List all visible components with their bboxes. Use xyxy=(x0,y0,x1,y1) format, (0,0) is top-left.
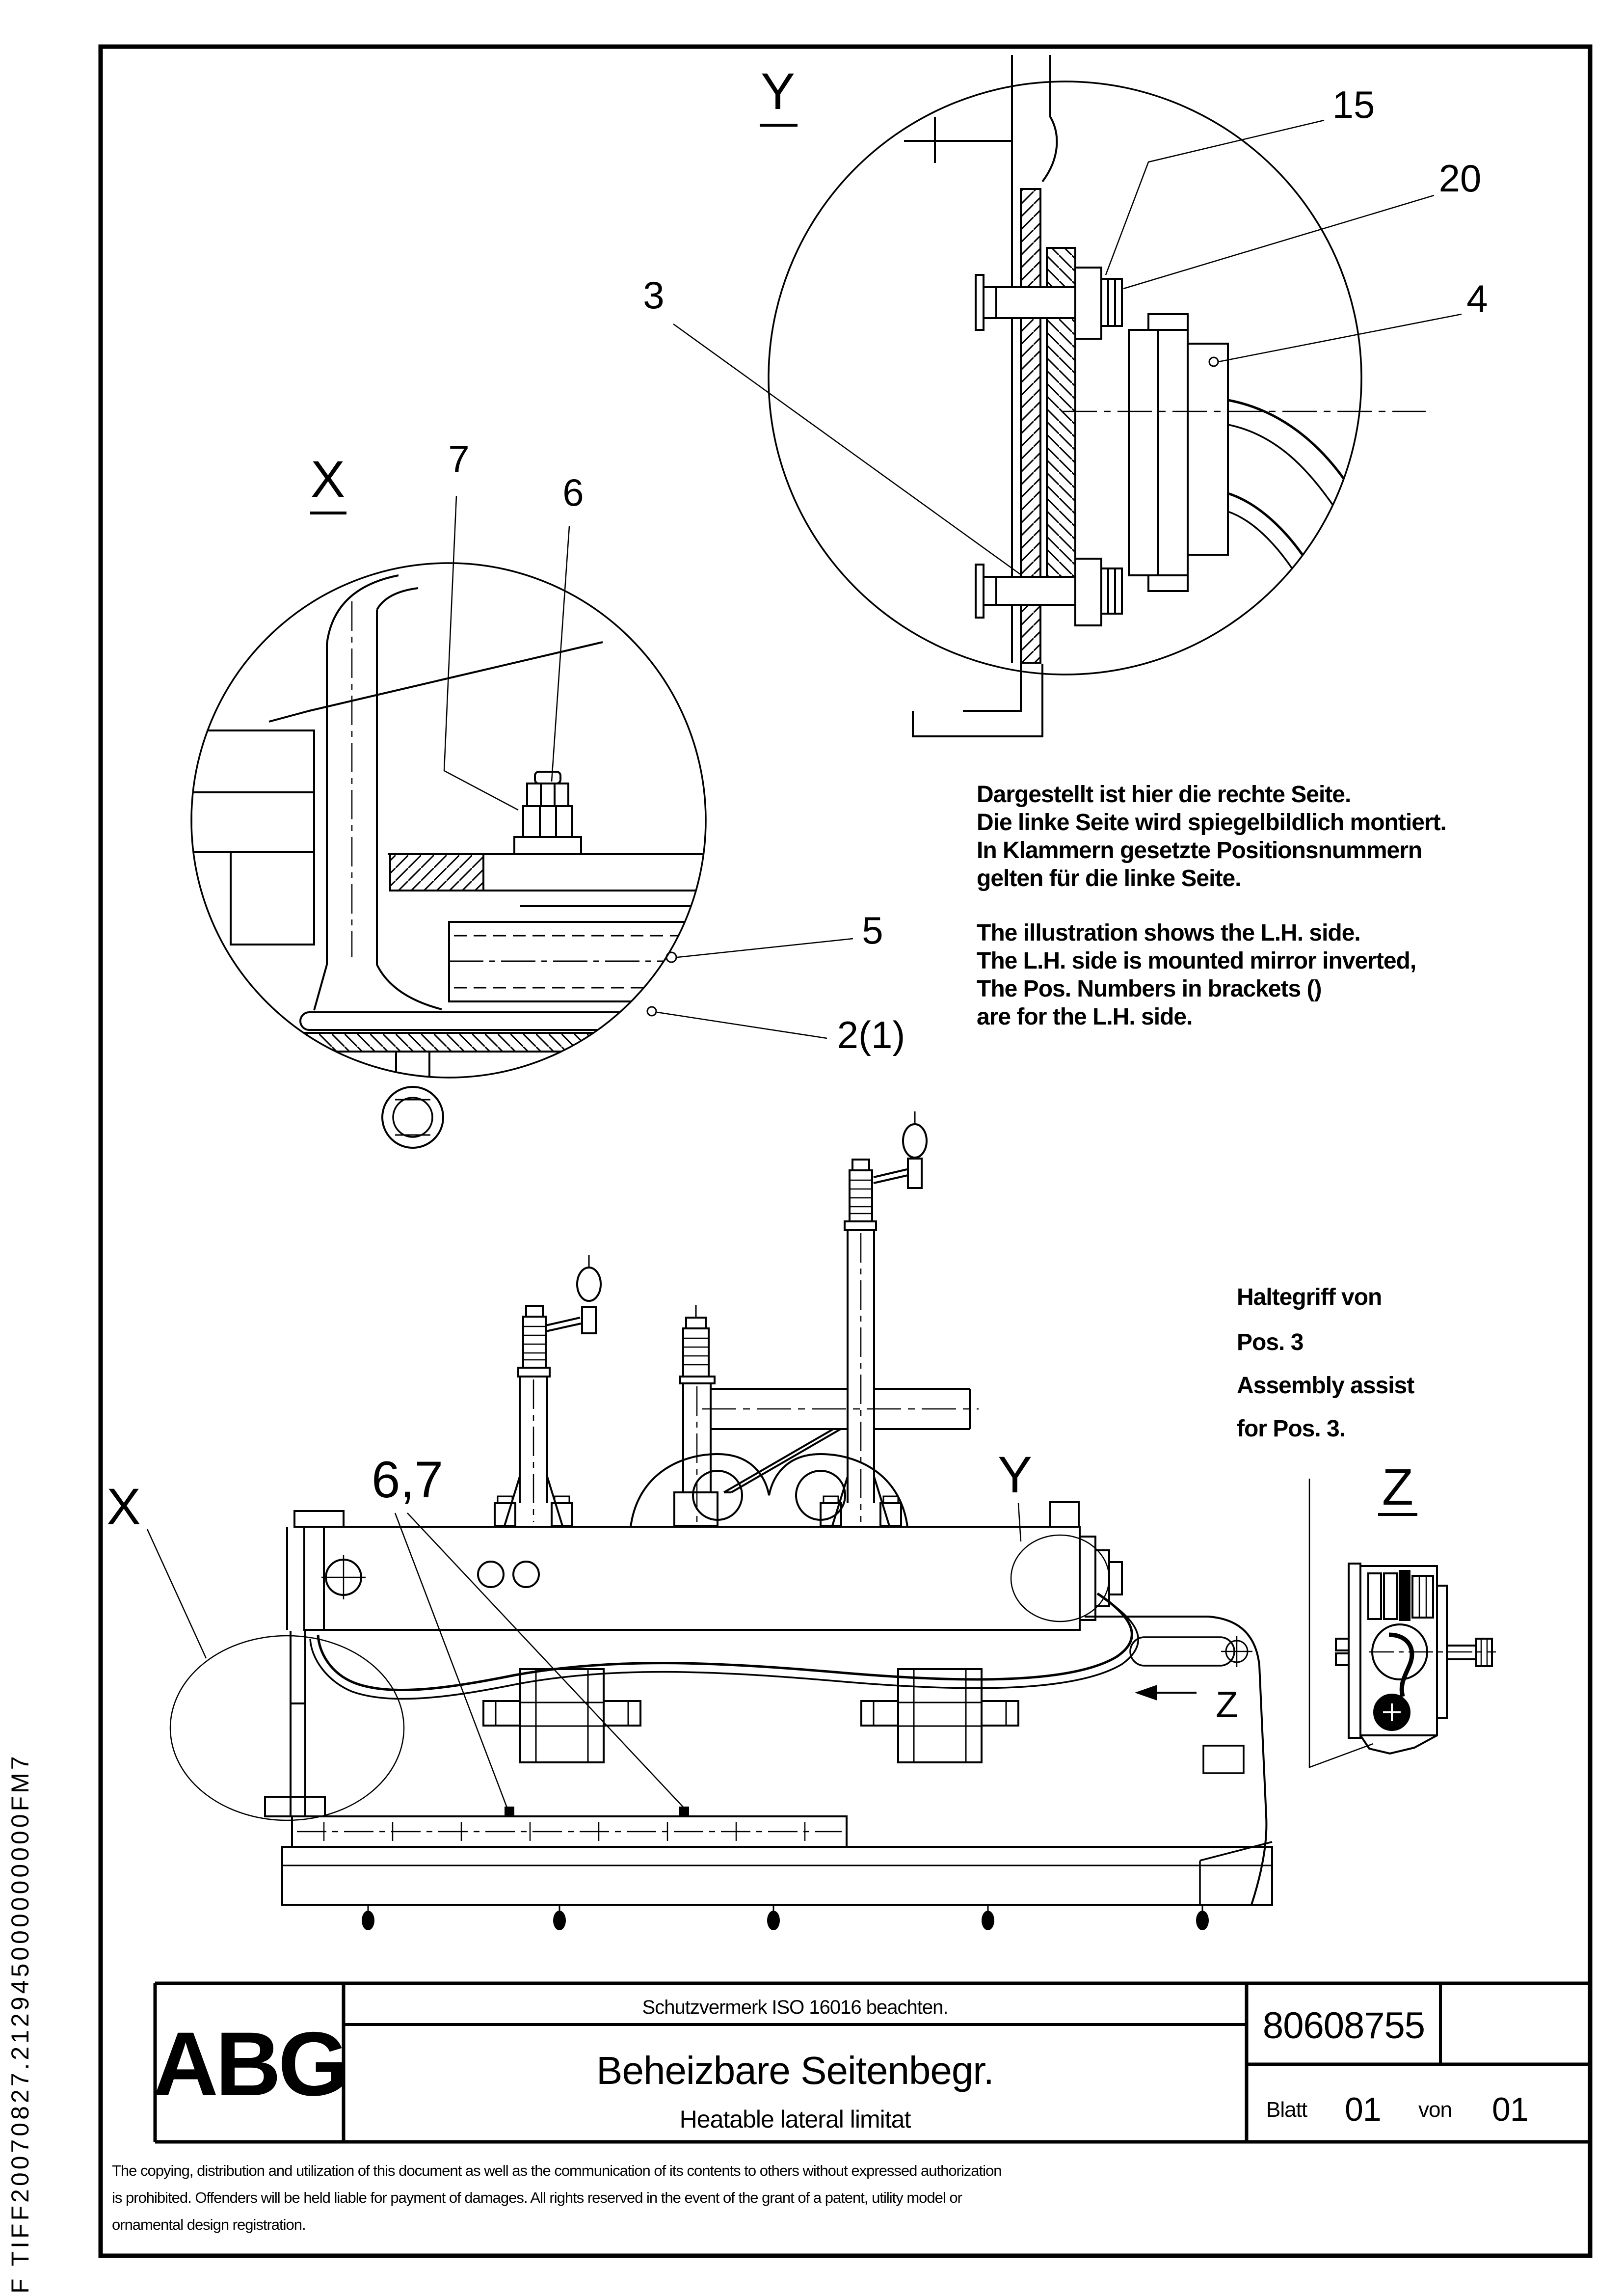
note-handle xyxy=(1237,1284,1414,1442)
detail-x-indicator xyxy=(170,1636,404,1820)
svg-text:The Pos. Numbers in brackets (: The Pos. Numbers in brackets () xyxy=(977,976,1322,1002)
svg-text:for Pos. 3.: for Pos. 3. xyxy=(1237,1416,1346,1442)
main-callout-67: 6,7 xyxy=(372,1451,443,1509)
svg-text:are for the L.H. side.: are for the L.H. side. xyxy=(977,1004,1193,1030)
callout-20: 20 xyxy=(1438,157,1482,200)
detail-y-view xyxy=(673,55,1462,736)
leader-3 xyxy=(673,324,1022,575)
sheet-current: 01 xyxy=(1345,2091,1381,2128)
callout-3: 3 xyxy=(643,273,665,317)
sheet-label: Blatt xyxy=(1266,2098,1307,2122)
svg-text:ornamental design registration: ornamental design registration. xyxy=(112,2216,306,2233)
leader-7 xyxy=(444,496,518,810)
callout-2: 2(1) xyxy=(837,1013,905,1056)
part-number: 80608755 xyxy=(1262,2005,1425,2047)
main-label-x: X xyxy=(106,1478,141,1536)
detail-x-view xyxy=(191,496,853,1148)
sheet-of-label: von xyxy=(1418,2098,1452,2122)
callout-15: 15 xyxy=(1332,83,1375,126)
drawing-title-de: Beheizbare Seitenbegr. xyxy=(596,2049,994,2092)
svg-text:Pos. 3: Pos. 3 xyxy=(1237,1329,1304,1355)
callout-7: 7 xyxy=(448,437,470,481)
main-view xyxy=(147,1111,1272,1930)
leader-2 xyxy=(657,1012,827,1038)
leader-15 xyxy=(1106,120,1324,275)
svg-text:Die linke Seite wird spiegelbi: Die linke Seite wird spiegelbildlich montiert. xyxy=(977,810,1446,836)
page-border xyxy=(101,47,1590,2256)
leader-4 xyxy=(1218,314,1462,362)
leader-5 xyxy=(677,939,853,957)
detail-z-label: Z xyxy=(1382,1459,1414,1516)
svg-text:In Klammern gesetzte Positions: In Klammern gesetzte Positionsnummern xyxy=(977,837,1422,864)
svg-text:is prohibited. Offenders will: is prohibited. Offenders will be held liable for payment of damages. All rights reserved in the event of the grant of a patent, utility model or xyxy=(112,2189,962,2206)
main-label-z: Z xyxy=(1216,1684,1238,1725)
svg-text:Haltegriff von: Haltegriff von xyxy=(1237,1284,1382,1310)
callout-4: 4 xyxy=(1466,277,1488,320)
leader-detail-z xyxy=(1309,1479,1373,1767)
leader-main-x xyxy=(147,1529,206,1658)
callout-5: 5 xyxy=(862,909,883,952)
note-german xyxy=(977,782,1446,891)
main-label-y: Y xyxy=(997,1446,1033,1504)
svg-text:Assembly assist: Assembly assist xyxy=(1237,1373,1414,1399)
leader-main-y xyxy=(1018,1503,1021,1541)
note-english xyxy=(977,920,1416,1030)
side-filename-text: F TIFF20070827.212945000000000FM7 xyxy=(6,1753,34,2294)
detail-x-label: X xyxy=(310,451,346,508)
abg-logo: ABG xyxy=(153,2014,346,2115)
protection-note: Schutzvermerk ISO 16016 beachten. xyxy=(642,1997,948,2018)
svg-text:The illustration shows the L.H: The illustration shows the L.H. side. xyxy=(977,920,1360,946)
leader-20 xyxy=(1123,195,1434,289)
sheet-total: 01 xyxy=(1492,2091,1528,2128)
detail-y-label: Y xyxy=(760,63,796,120)
detail-z-view xyxy=(1309,1479,1496,1767)
drawing-title-en: Heatable lateral limitat xyxy=(679,2106,911,2133)
callout-6: 6 xyxy=(562,471,584,514)
section-z-arrow-icon xyxy=(1135,1685,1157,1701)
svg-text:The L.H. side is mounted mirro: The L.H. side is mounted mirror inverted, xyxy=(977,948,1416,974)
legal-text xyxy=(112,2162,1002,2233)
svg-text:Dargestellt ist hier die recht: Dargestellt ist hier die rechte Seite. xyxy=(977,782,1351,808)
svg-text:gelten für die linke Seite.: gelten für die linke Seite. xyxy=(977,865,1241,891)
svg-text:The copying, distribution and: The copying, distribution and utilization of this document as well as the communication of its contents to others without expressed authorization xyxy=(112,2162,1002,2179)
